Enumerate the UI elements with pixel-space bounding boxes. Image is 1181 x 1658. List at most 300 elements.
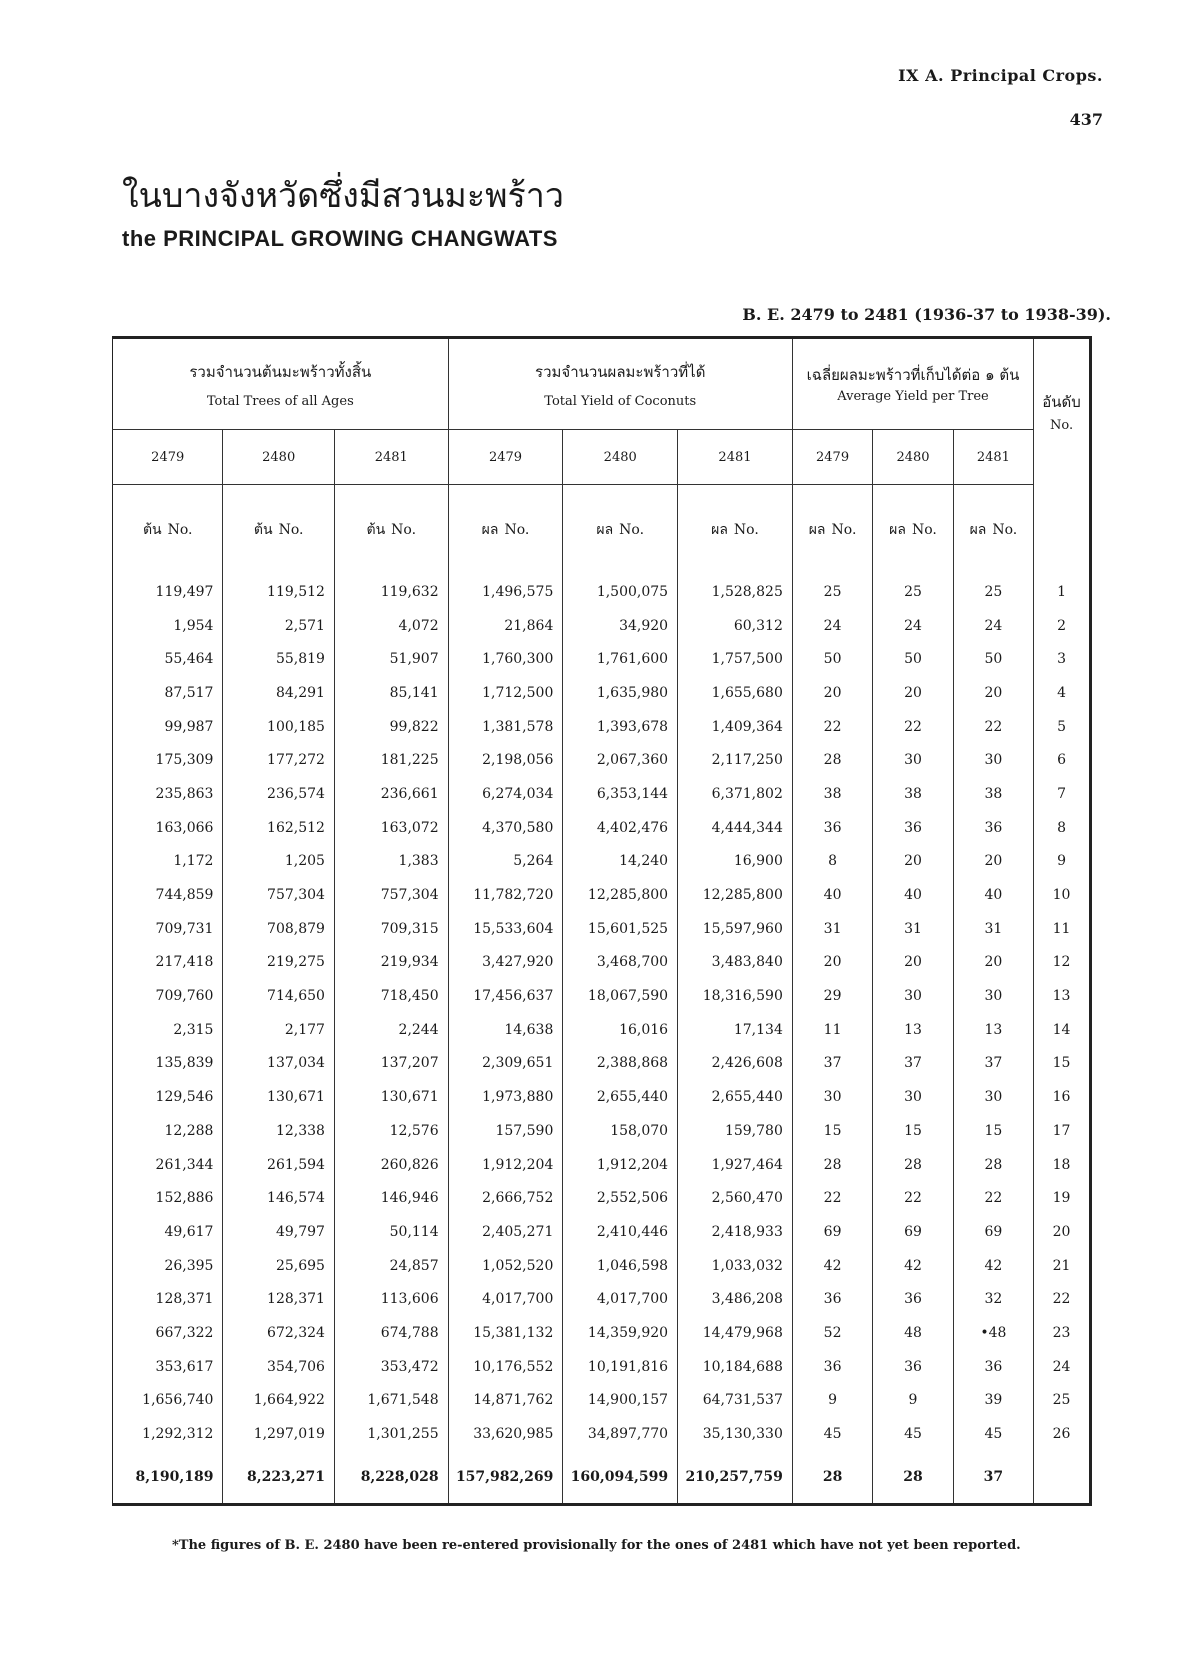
rank-cell: 21 xyxy=(1034,1249,1091,1283)
average-cell: 15 xyxy=(873,1114,953,1148)
year-header: 2481 xyxy=(678,430,793,485)
group-header-total-yield xyxy=(448,338,792,430)
average-cell: 13 xyxy=(953,1013,1033,1047)
trees-cell: 709,315 xyxy=(334,912,448,946)
table-row xyxy=(113,676,1091,710)
average-cell: 20 xyxy=(873,676,953,710)
rank-cell: 15 xyxy=(1034,1047,1091,1081)
average-cell: •48 xyxy=(953,1316,1033,1350)
total-rank-cell xyxy=(1034,1451,1091,1505)
trees-cell: 12,576 xyxy=(334,1114,448,1148)
average-cell: 20 xyxy=(873,845,953,879)
yield-cell: 3,427,920 xyxy=(448,946,563,980)
yield-cell: 18,067,590 xyxy=(563,979,678,1013)
yield-cell: 158,070 xyxy=(563,1114,678,1148)
yield-cell: 17,134 xyxy=(678,1013,793,1047)
average-cell: 28 xyxy=(953,1148,1033,1182)
unit-label-yield: ผล No. xyxy=(563,485,678,576)
yield-cell: 1,757,500 xyxy=(678,642,793,676)
trees-cell: 50,114 xyxy=(334,1215,448,1249)
title-thai: ในบางจังหวัดซึ่งมีสวนมะพร้าว xyxy=(122,176,564,216)
average-cell: 22 xyxy=(873,710,953,744)
average-cell: 50 xyxy=(792,642,872,676)
trees-cell: 718,450 xyxy=(334,979,448,1013)
average-cell: 36 xyxy=(873,1350,953,1384)
trees-cell: 1,671,548 xyxy=(334,1384,448,1418)
yield-cell: 16,900 xyxy=(678,845,793,879)
yield-cell: 6,274,034 xyxy=(448,777,563,811)
trees-cell: 12,338 xyxy=(223,1114,335,1148)
group-header-english: Total Trees of all Ages xyxy=(206,393,354,409)
table-row xyxy=(113,811,1091,845)
rank-cell: 23 xyxy=(1034,1316,1091,1350)
yield-cell: 12,285,800 xyxy=(563,878,678,912)
average-cell: 9 xyxy=(873,1384,953,1418)
trees-cell: 1,301,255 xyxy=(334,1417,448,1451)
trees-cell: 26,395 xyxy=(164,1257,214,1274)
yield-cell: 12,285,800 xyxy=(678,878,793,912)
rank-cell: 26 xyxy=(1034,1417,1091,1451)
trees-cell: 2,315 xyxy=(173,1021,214,1038)
trees-cell: 236,661 xyxy=(334,777,448,811)
average-cell: 52 xyxy=(792,1316,872,1350)
trees-cell: 163,072 xyxy=(334,811,448,845)
total-trees-cell: 8,190,189 xyxy=(135,1468,214,1485)
totals-row xyxy=(113,1451,1091,1505)
trees-cell: 137,207 xyxy=(334,1047,448,1081)
yield-cell: 4,370,580 xyxy=(448,811,563,845)
group-header-thai: รวมจำนวนต้นมะพร้าวทั้งสิ้น xyxy=(189,362,372,381)
trees-cell: 177,272 xyxy=(223,743,335,777)
average-cell: 30 xyxy=(953,979,1033,1013)
average-cell: 31 xyxy=(792,912,872,946)
table-row xyxy=(113,1417,1091,1451)
yield-cell: 159,780 xyxy=(678,1114,793,1148)
average-cell: 30 xyxy=(953,743,1033,777)
trees-cell: 128,371 xyxy=(223,1282,335,1316)
yield-cell: 14,871,762 xyxy=(448,1384,563,1418)
rank-cell: 16 xyxy=(1034,1080,1091,1114)
trees-cell: 49,617 xyxy=(164,1223,214,1240)
trees-cell: 99,987 xyxy=(164,718,214,735)
yield-cell: 14,359,920 xyxy=(563,1316,678,1350)
yield-cell: 18,316,590 xyxy=(678,979,793,1013)
average-cell: 15 xyxy=(953,1114,1033,1148)
trees-cell: 2,244 xyxy=(334,1013,448,1047)
yield-cell: 3,468,700 xyxy=(563,946,678,980)
year-header: 2479 xyxy=(448,430,563,485)
rank-cell: 3 xyxy=(1034,642,1091,676)
yield-cell: 10,184,688 xyxy=(678,1350,793,1384)
average-cell: 36 xyxy=(792,1350,872,1384)
rank-header xyxy=(1034,338,1091,485)
trees-cell: 708,879 xyxy=(223,912,335,946)
total-yield-cell: 157,982,269 xyxy=(448,1451,563,1505)
trees-cell: 260,826 xyxy=(334,1148,448,1182)
yield-cell: 2,655,440 xyxy=(563,1080,678,1114)
average-cell: 22 xyxy=(792,710,872,744)
trees-cell: 100,185 xyxy=(223,710,335,744)
total-average-cell: 28 xyxy=(873,1451,953,1505)
average-cell: 9 xyxy=(792,1384,872,1418)
trees-cell: 55,819 xyxy=(223,642,335,676)
average-cell: 28 xyxy=(792,743,872,777)
average-cell: 13 xyxy=(873,1013,953,1047)
yield-cell: 33,620,985 xyxy=(448,1417,563,1451)
average-cell: 42 xyxy=(953,1249,1033,1283)
table-row xyxy=(113,979,1091,1013)
trees-cell: 2,177 xyxy=(223,1013,335,1047)
trees-cell: 49,797 xyxy=(223,1215,335,1249)
year-header: 2480 xyxy=(873,430,953,485)
total-trees-cell: 8,223,271 xyxy=(223,1451,335,1505)
table-row xyxy=(113,845,1091,879)
trees-cell: 1,292,312 xyxy=(142,1426,214,1443)
yield-cell: 4,017,700 xyxy=(563,1282,678,1316)
unit-label-yield: ผล No. xyxy=(678,485,793,576)
yield-cell: 2,552,506 xyxy=(563,1181,678,1215)
average-cell: 45 xyxy=(953,1417,1033,1451)
average-cell: 36 xyxy=(792,1282,872,1316)
trees-cell: 667,322 xyxy=(155,1324,214,1341)
table-row xyxy=(113,1384,1091,1418)
trees-cell: 152,886 xyxy=(155,1190,214,1207)
average-cell: 15 xyxy=(792,1114,872,1148)
average-cell: 42 xyxy=(792,1249,872,1283)
average-cell: 45 xyxy=(792,1417,872,1451)
rank-cell: 2 xyxy=(1034,609,1091,643)
trees-cell: 146,574 xyxy=(223,1181,335,1215)
average-cell: 38 xyxy=(953,777,1033,811)
trees-cell: 175,309 xyxy=(155,752,214,769)
table-row xyxy=(113,1148,1091,1182)
yield-cell: 1,500,075 xyxy=(563,575,678,609)
trees-cell: 163,066 xyxy=(155,819,214,836)
yield-cell: 2,067,360 xyxy=(563,743,678,777)
trees-cell: 84,291 xyxy=(223,676,335,710)
trees-cell: 354,706 xyxy=(223,1350,335,1384)
year-header: 2481 xyxy=(953,430,1033,485)
average-cell: 25 xyxy=(953,575,1033,609)
average-cell: 31 xyxy=(953,912,1033,946)
yield-cell: 14,479,968 xyxy=(678,1316,793,1350)
table-row xyxy=(113,1080,1091,1114)
title-english: the PRINCIPAL GROWING CHANGWATS xyxy=(122,226,558,251)
yield-cell: 1,635,980 xyxy=(563,676,678,710)
trees-cell: 25,695 xyxy=(223,1249,335,1283)
average-cell: 69 xyxy=(953,1215,1033,1249)
yield-cell: 1,927,464 xyxy=(678,1148,793,1182)
yield-cell: 2,117,250 xyxy=(678,743,793,777)
rank-cell: 19 xyxy=(1034,1181,1091,1215)
yield-cell: 1,393,678 xyxy=(563,710,678,744)
table-row xyxy=(113,1282,1091,1316)
yield-cell: 1,052,520 xyxy=(448,1249,563,1283)
trees-cell: 130,671 xyxy=(334,1080,448,1114)
total-yield-cell: 210,257,759 xyxy=(678,1451,793,1505)
average-cell: 69 xyxy=(792,1215,872,1249)
average-cell: 37 xyxy=(953,1047,1033,1081)
rank-cell: 12 xyxy=(1034,946,1091,980)
trees-cell: 219,275 xyxy=(223,946,335,980)
average-cell: 11 xyxy=(792,1013,872,1047)
yield-cell: 2,426,608 xyxy=(678,1047,793,1081)
rank-cell: 6 xyxy=(1034,743,1091,777)
yield-cell: 4,017,700 xyxy=(448,1282,563,1316)
yield-cell: 15,533,604 xyxy=(448,912,563,946)
rank-cell: 13 xyxy=(1034,979,1091,1013)
trees-cell: 135,839 xyxy=(155,1055,214,1072)
table-row xyxy=(113,743,1091,777)
average-cell: 50 xyxy=(873,642,953,676)
yield-cell: 10,191,816 xyxy=(563,1350,678,1384)
group-header-total-trees xyxy=(113,338,449,430)
yield-cell: 1,912,204 xyxy=(448,1148,563,1182)
trees-cell: 146,946 xyxy=(334,1181,448,1215)
year-header: 2480 xyxy=(223,430,335,485)
trees-cell: 2,571 xyxy=(223,609,335,643)
yield-cell: 1,655,680 xyxy=(678,676,793,710)
yield-cell: 5,264 xyxy=(448,845,563,879)
average-cell: 69 xyxy=(873,1215,953,1249)
trees-cell: 236,574 xyxy=(223,777,335,811)
average-cell: 24 xyxy=(873,609,953,643)
table-row xyxy=(113,1047,1091,1081)
section-heading: IX A. Principal Crops. xyxy=(898,66,1103,85)
table-row xyxy=(113,912,1091,946)
group-header-english: Average Yield per Tree xyxy=(837,388,989,404)
yield-cell: 2,418,933 xyxy=(678,1215,793,1249)
rank-cell: 22 xyxy=(1034,1282,1091,1316)
group-header-thai: เฉลี่ยผลมะพร้าวที่เก็บได้ต่อ ๑ ต้น xyxy=(806,365,1020,384)
average-cell: 38 xyxy=(792,777,872,811)
average-cell: 32 xyxy=(953,1282,1033,1316)
rank-cell: 20 xyxy=(1034,1215,1091,1249)
rank-cell: 25 xyxy=(1034,1384,1091,1418)
trees-cell: 99,822 xyxy=(334,710,448,744)
yield-cell: 1,973,880 xyxy=(448,1080,563,1114)
table-row xyxy=(113,777,1091,811)
page-number: 437 xyxy=(1069,110,1103,129)
yield-cell: 1,712,500 xyxy=(448,676,563,710)
yield-cell: 6,353,144 xyxy=(563,777,678,811)
rank-cell: 24 xyxy=(1034,1350,1091,1384)
average-cell: 39 xyxy=(953,1384,1033,1418)
rank-cell: 1 xyxy=(1034,575,1091,609)
average-cell: 25 xyxy=(873,575,953,609)
trees-cell: 1,664,922 xyxy=(223,1384,335,1418)
year-header: 2481 xyxy=(334,430,448,485)
table-row xyxy=(113,1181,1091,1215)
year-header: 2479 xyxy=(792,430,872,485)
trees-cell: 1,205 xyxy=(223,845,335,879)
year-header: 2480 xyxy=(563,430,678,485)
yield-cell: 2,560,470 xyxy=(678,1181,793,1215)
average-cell: 36 xyxy=(953,811,1033,845)
rank-cell: 9 xyxy=(1034,845,1091,879)
table-row xyxy=(113,575,1091,609)
yield-cell: 4,402,476 xyxy=(563,811,678,845)
period-label: B. E. 2479 to 2481 (1936-37 to 1938-39). xyxy=(742,305,1111,324)
yield-cell: 21,864 xyxy=(448,609,563,643)
trees-cell: 1,656,740 xyxy=(142,1392,214,1409)
trees-cell: 219,934 xyxy=(334,946,448,980)
trees-cell: 181,225 xyxy=(334,743,448,777)
yield-cell: 2,405,271 xyxy=(448,1215,563,1249)
yield-cell: 1,761,600 xyxy=(563,642,678,676)
trees-cell: 113,606 xyxy=(334,1282,448,1316)
average-cell: 36 xyxy=(792,811,872,845)
trees-cell: 353,617 xyxy=(155,1358,214,1375)
trees-cell: 757,304 xyxy=(334,878,448,912)
trees-cell: 128,371 xyxy=(155,1291,214,1308)
table-row xyxy=(113,609,1091,643)
yield-cell: 14,638 xyxy=(448,1013,563,1047)
rank-cell: 18 xyxy=(1034,1148,1091,1182)
trees-cell: 674,788 xyxy=(334,1316,448,1350)
yield-cell: 1,409,364 xyxy=(678,710,793,744)
average-cell: 40 xyxy=(792,878,872,912)
total-average-cell: 37 xyxy=(953,1451,1033,1505)
average-cell: 20 xyxy=(873,946,953,980)
average-cell: 30 xyxy=(873,979,953,1013)
average-cell: 25 xyxy=(792,575,872,609)
trees-cell: 130,671 xyxy=(223,1080,335,1114)
yield-cell: 2,198,056 xyxy=(448,743,563,777)
trees-cell: 137,034 xyxy=(223,1047,335,1081)
yield-cell: 2,655,440 xyxy=(678,1080,793,1114)
average-cell: 45 xyxy=(873,1417,953,1451)
yield-cell: 1,912,204 xyxy=(563,1148,678,1182)
rank-cell: 7 xyxy=(1034,777,1091,811)
yield-cell: 1,760,300 xyxy=(448,642,563,676)
average-cell: 48 xyxy=(873,1316,953,1350)
rank-cell: 14 xyxy=(1034,1013,1091,1047)
unit-label-average: ผล No. xyxy=(953,485,1033,576)
trees-cell: 51,907 xyxy=(334,642,448,676)
average-cell: 40 xyxy=(953,878,1033,912)
trees-cell: 714,650 xyxy=(223,979,335,1013)
yield-cell: 10,176,552 xyxy=(448,1350,563,1384)
yield-cell: 2,388,868 xyxy=(563,1047,678,1081)
yield-cell: 2,410,446 xyxy=(563,1215,678,1249)
rank-cell: 11 xyxy=(1034,912,1091,946)
trees-cell: 217,418 xyxy=(155,954,214,971)
rank-cell: 4 xyxy=(1034,676,1091,710)
group-header-english: Total Yield of Coconuts xyxy=(544,393,697,409)
trees-cell: 119,632 xyxy=(334,575,448,609)
table-row xyxy=(113,1215,1091,1249)
average-cell: 36 xyxy=(953,1350,1033,1384)
table-row xyxy=(113,1350,1091,1384)
average-cell: 30 xyxy=(873,743,953,777)
trees-cell: 119,512 xyxy=(223,575,335,609)
total-yield-cell: 160,094,599 xyxy=(563,1451,678,1505)
average-cell: 28 xyxy=(792,1148,872,1182)
yield-cell: 15,381,132 xyxy=(448,1316,563,1350)
average-cell: 30 xyxy=(792,1080,872,1114)
unit-label-trees: ต้น No. xyxy=(223,485,335,576)
table-row xyxy=(113,878,1091,912)
yield-cell: 15,597,960 xyxy=(678,912,793,946)
average-cell: 20 xyxy=(792,676,872,710)
average-cell: 40 xyxy=(873,878,953,912)
group-header-average-yield xyxy=(792,338,1033,430)
yield-cell: 34,897,770 xyxy=(563,1417,678,1451)
table-row xyxy=(113,1114,1091,1148)
table-row xyxy=(113,642,1091,676)
rank-header-english: No. xyxy=(1050,418,1074,434)
trees-cell: 87,517 xyxy=(164,684,214,701)
trees-cell: 1,954 xyxy=(173,617,214,634)
trees-cell: 261,594 xyxy=(223,1148,335,1182)
trees-cell: 235,863 xyxy=(155,785,214,802)
average-cell: 37 xyxy=(873,1047,953,1081)
average-cell: 29 xyxy=(792,979,872,1013)
yield-cell: 35,130,330 xyxy=(678,1417,793,1451)
trees-cell: 261,344 xyxy=(155,1156,214,1173)
yield-cell: 2,309,651 xyxy=(448,1047,563,1081)
table-row xyxy=(113,946,1091,980)
rank-cell: 17 xyxy=(1034,1114,1091,1148)
average-cell: 22 xyxy=(792,1181,872,1215)
trees-cell: 672,324 xyxy=(223,1316,335,1350)
average-cell: 38 xyxy=(873,777,953,811)
average-cell: 22 xyxy=(953,710,1033,744)
average-cell: 24 xyxy=(953,609,1033,643)
trees-cell: 55,464 xyxy=(164,651,214,668)
rank-cell: 10 xyxy=(1034,878,1091,912)
average-cell: 28 xyxy=(873,1148,953,1182)
group-header-thai: รวมจำนวนผลมะพร้าวที่ได้ xyxy=(535,362,706,381)
yield-cell: 4,444,344 xyxy=(678,811,793,845)
footnote: *The figures of B. E. 2480 have been re-entered provisionally for the ones of 2481 which have not yet been reported. xyxy=(172,1538,1021,1553)
trees-cell: 1,383 xyxy=(334,845,448,879)
rank-cell: 8 xyxy=(1034,811,1091,845)
average-cell: 20 xyxy=(953,845,1033,879)
yield-cell: 15,601,525 xyxy=(563,912,678,946)
trees-cell: 709,731 xyxy=(155,920,214,937)
unit-label-trees: ต้น No. xyxy=(334,485,448,576)
yield-cell: 1,496,575 xyxy=(448,575,563,609)
yield-cell: 34,920 xyxy=(563,609,678,643)
yield-cell: 64,731,537 xyxy=(678,1384,793,1418)
average-cell: 42 xyxy=(873,1249,953,1283)
yield-cell: 6,371,802 xyxy=(678,777,793,811)
trees-cell: 1,297,019 xyxy=(223,1417,335,1451)
trees-cell: 12,288 xyxy=(164,1122,214,1139)
total-average-cell: 28 xyxy=(792,1451,872,1505)
table-row xyxy=(113,1013,1091,1047)
average-cell: 8 xyxy=(792,845,872,879)
unit-label-average: ผล No. xyxy=(792,485,872,576)
yield-cell: 1,381,578 xyxy=(448,710,563,744)
trees-cell: 709,760 xyxy=(155,988,214,1005)
yield-cell: 1,528,825 xyxy=(678,575,793,609)
yield-cell: 17,456,637 xyxy=(448,979,563,1013)
yield-cell: 16,016 xyxy=(563,1013,678,1047)
yield-cell: 11,782,720 xyxy=(448,878,563,912)
yield-cell: 3,483,840 xyxy=(678,946,793,980)
average-cell: 22 xyxy=(873,1181,953,1215)
unit-label-average: ผล No. xyxy=(873,485,953,576)
yield-cell: 2,666,752 xyxy=(448,1181,563,1215)
trees-cell: 119,497 xyxy=(155,583,214,600)
trees-cell: 162,512 xyxy=(223,811,335,845)
yield-cell: 1,033,032 xyxy=(678,1249,793,1283)
average-cell: 36 xyxy=(873,811,953,845)
average-cell: 30 xyxy=(873,1080,953,1114)
